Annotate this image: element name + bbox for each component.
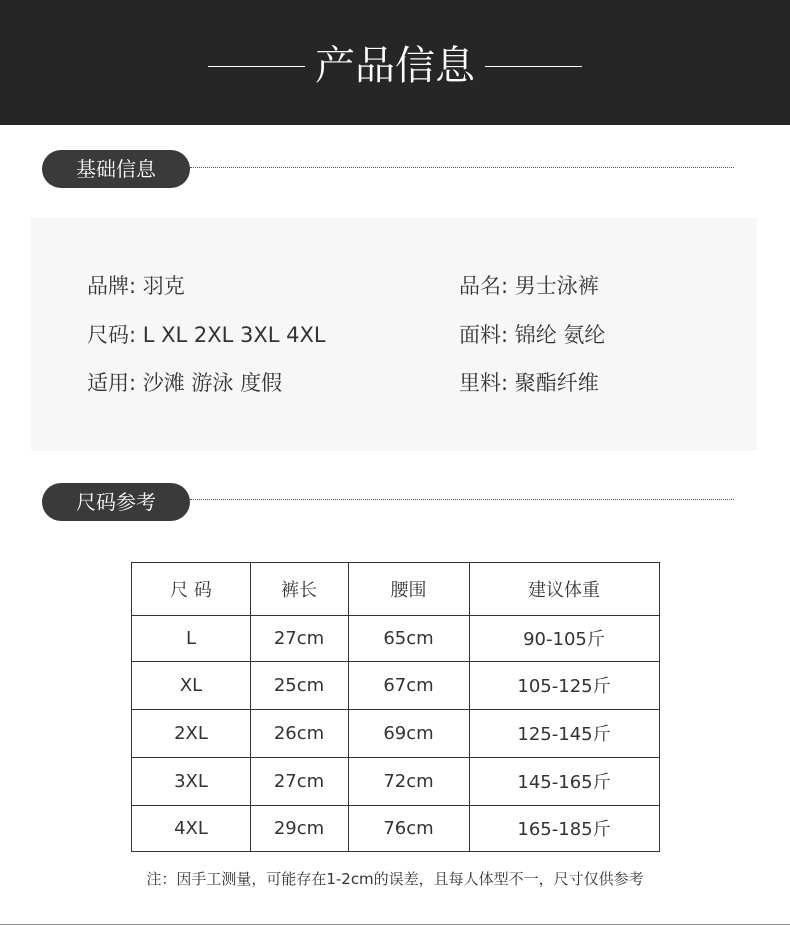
table-cell-weight: 90-105斤 [523,629,605,650]
info-brand: 品牌: 羽克 [87,274,185,298]
table-cell-weight: 145-165斤 [517,772,611,793]
table-cell-size: 2XL [174,722,208,744]
table-header-weight: 建议体重 [528,580,600,601]
section-divider-basic-info [190,167,734,168]
size-table [131,562,660,852]
table-cell-waist: 69cm [383,722,434,744]
table-cell-length: 29cm [273,817,325,839]
table-cell-waist: 72cm [383,770,434,792]
info-usage: 适用: 沙滩 游泳 度假 [87,371,283,395]
header-right-rule [485,66,582,67]
table-cell-weight: 125-145斤 [517,724,611,745]
info-product-name: 品名: 男士泳裤 [459,274,599,298]
info-sizes: 尺码: L XL 2XL 3XL 4XL [87,323,326,347]
table-cell-length: 26cm [273,722,325,744]
table-cell-weight: 165-185斤 [517,819,611,840]
page-title: 产品信息 [315,43,475,89]
table-header-length: 裤长 [281,580,317,601]
table-cell-size: L [185,627,197,649]
header-left-rule [208,66,305,67]
table-cell-length: 27cm [273,770,325,792]
section-label-basic-info: 基础信息 [42,150,190,188]
section-divider-size-reference [190,499,734,500]
table-header-size: 尺 码 [170,580,212,601]
table-cell-length: 25cm [273,674,325,696]
page-header [0,0,790,125]
info-lining: 里料: 聚酯纤维 [459,371,599,395]
table-cell-size: 3XL [174,770,208,792]
table-cell-waist: 65cm [383,627,434,649]
table-header-waist: 腰围 [390,580,427,601]
measurement-note: 注：因手工测量，可能存在1-2cm的误差，且每人体型不一，尺寸仅供参考 [146,870,644,888]
table-cell-waist: 67cm [383,674,434,696]
table-cell-weight: 105-125斤 [517,676,611,697]
basic-info-panel [31,218,757,451]
table-cell-waist: 76cm [383,817,434,839]
table-cell-size: 4XL [174,817,208,839]
table-cell-length: 27cm [273,627,325,649]
section-label-size-reference: 尺码参考 [42,483,190,521]
info-fabric: 面料: 锦纶 氨纶 [459,323,606,347]
table-cell-size: XL [179,674,203,696]
